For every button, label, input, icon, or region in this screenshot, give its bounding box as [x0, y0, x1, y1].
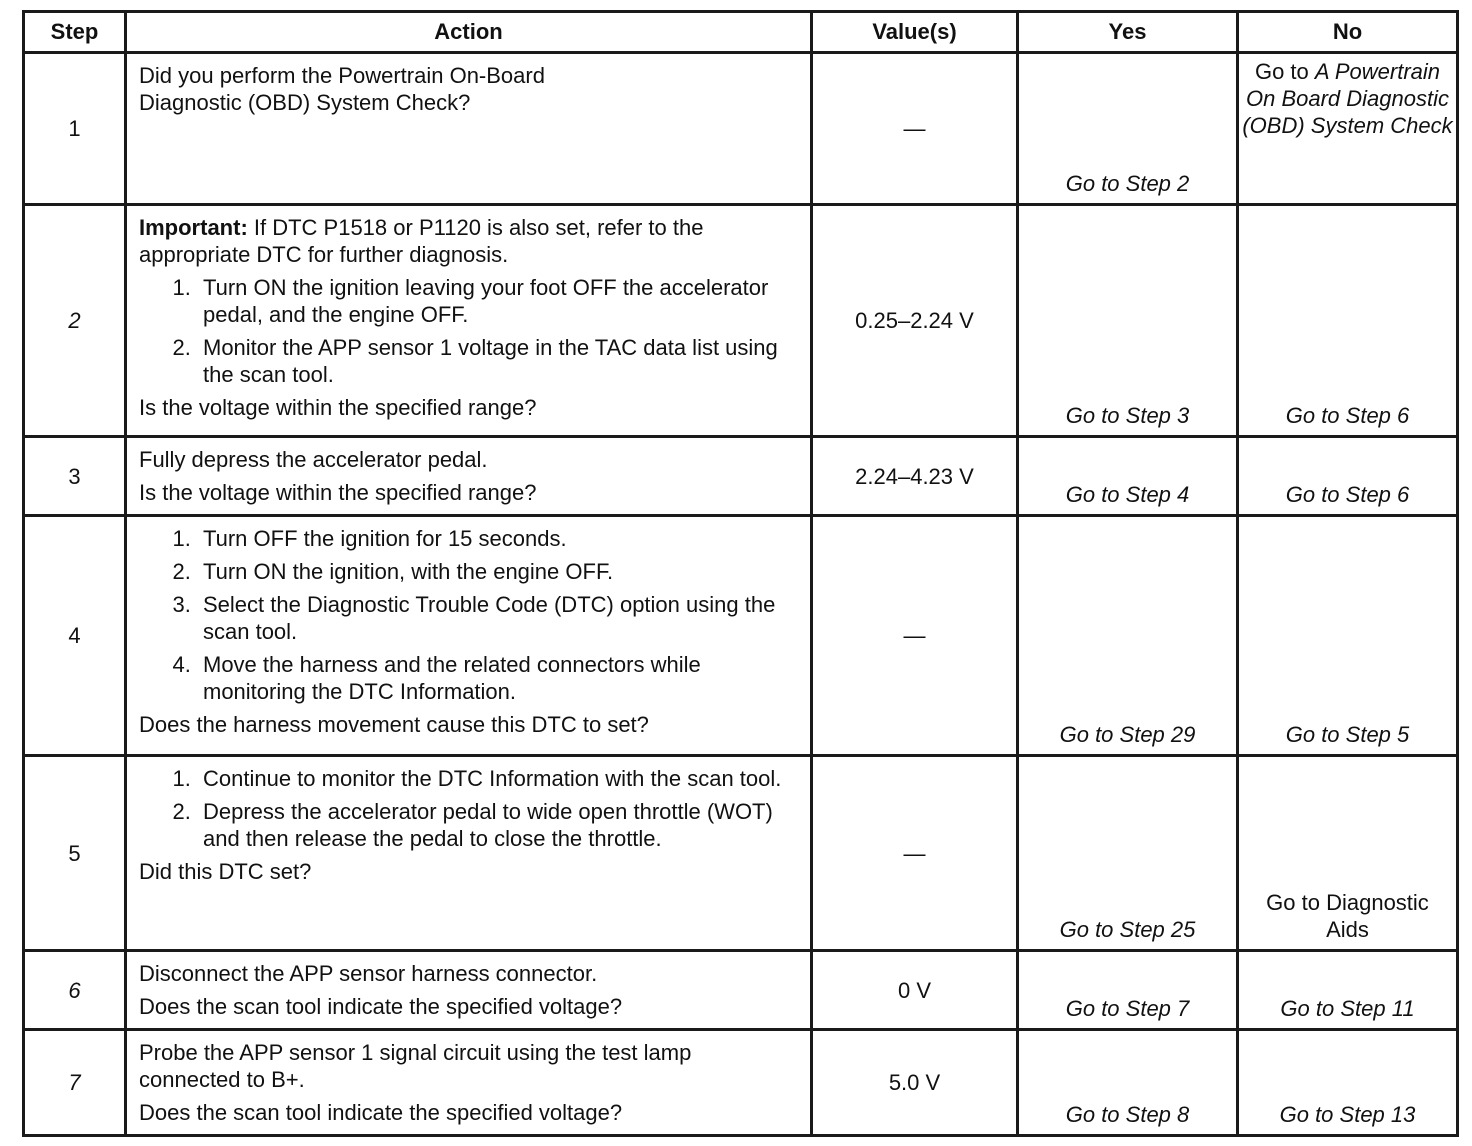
table-row-step-2: [24, 205, 1458, 437]
action-cell: [126, 437, 812, 516]
value-cell: 5.0 V: [812, 1030, 1018, 1136]
header-yes: Yes: [1018, 12, 1238, 53]
header-no: No: [1238, 12, 1458, 53]
step-number: 6: [24, 951, 126, 1030]
yes-cell: [1018, 437, 1238, 516]
important-text: If DTC P1518 or P1120 is also set, refer to the appropriate DTC for further diagnosis.: [139, 215, 704, 267]
yes-link[interactable]: Go to Step 7: [1065, 996, 1190, 1021]
table-row-step-1: [24, 53, 1458, 205]
step-number: 7: [24, 1030, 126, 1136]
table-row-step-4: [24, 516, 1458, 756]
table-row-step-6: [24, 951, 1458, 1030]
action-cell: [126, 205, 812, 437]
diagnostic-table: [22, 10, 1459, 1137]
action-question: Does the scan tool indicate the specified voltage?: [139, 1100, 623, 1125]
table-row-step-7: [24, 1030, 1458, 1136]
yes-cell: [1018, 53, 1238, 205]
yes-link[interactable]: Go to Step 4: [1065, 482, 1190, 507]
no-link[interactable]: Go to Step 5: [1285, 722, 1410, 747]
important-note: [139, 214, 798, 268]
action-cell: [126, 516, 812, 756]
header-step: Step: [24, 12, 126, 53]
no-link[interactable]: A Powertrain On Board Diagnostic (OBD) System Check: [1242, 59, 1453, 138]
action-text: Probe the APP sensor 1 signal circuit using the test lamp connected to B+.: [139, 1040, 692, 1092]
action-text: Did you perform the Powertrain On-Board Diagnostic (OBD) System Check?: [139, 63, 545, 115]
header-values: Value(s): [812, 12, 1018, 53]
action-steps: [139, 274, 798, 388]
important-label: Important:: [139, 215, 248, 240]
list-item: 1. Continue to monitor the DTC Information with the scan tool.: [197, 765, 798, 792]
action-question: Is the voltage within the specified range?: [139, 395, 537, 420]
value-cell: 2.24–4.23 V: [812, 437, 1018, 516]
no-link[interactable]: Go to Diagnostic Aids: [1266, 890, 1429, 942]
action-cell: [126, 53, 812, 205]
header-row: [24, 12, 1458, 53]
no-cell: [1238, 951, 1458, 1030]
list-item: 2. Turn ON the ignition, with the engine OFF.: [197, 558, 798, 585]
value-cell: 0.25–2.24 V: [812, 205, 1018, 437]
yes-cell: [1018, 516, 1238, 756]
no-cell: [1238, 1030, 1458, 1136]
table-row-step-3: [24, 437, 1458, 516]
no-cell: [1238, 205, 1458, 437]
action-text: Fully depress the accelerator pedal.: [139, 447, 488, 472]
step-number: 3: [24, 437, 126, 516]
value-cell: —: [812, 53, 1018, 205]
yes-cell: [1018, 205, 1238, 437]
no-cell: [1238, 53, 1458, 205]
action-question: Does the scan tool indicate the specified voltage?: [139, 994, 623, 1019]
no-cell: [1238, 437, 1458, 516]
yes-cell: [1018, 951, 1238, 1030]
action-question: Is the voltage within the specified range?: [139, 480, 537, 505]
no-link[interactable]: Go to Step 11: [1280, 996, 1415, 1021]
action-steps: [139, 525, 798, 705]
action-question: Does the harness movement cause this DTC to set?: [139, 712, 649, 737]
list-item: 2. Depress the accelerator pedal to wide open throttle (WOT) and then release the pedal to close the throttle.: [197, 798, 798, 852]
no-cell: [1238, 516, 1458, 756]
no-link[interactable]: Go to Step 6: [1285, 482, 1410, 507]
table-row-step-5: [24, 756, 1458, 951]
list-item: 1. Turn OFF the ignition for 15 seconds.: [197, 525, 798, 552]
yes-link[interactable]: Go to Step 8: [1065, 1102, 1190, 1127]
no-prefix: Go to: [1254, 59, 1315, 84]
action-text: Disconnect the APP sensor harness connector.: [139, 961, 598, 986]
yes-link[interactable]: Go to Step 2: [1065, 171, 1190, 196]
action-cell: [126, 951, 812, 1030]
yes-cell: [1018, 756, 1238, 951]
action-cell: [126, 756, 812, 951]
yes-link[interactable]: Go to Step 29: [1059, 722, 1196, 747]
action-question: Did this DTC set?: [139, 859, 312, 884]
list-item: 2. Monitor the APP sensor 1 voltage in the TAC data list using the scan tool.: [197, 334, 798, 388]
yes-cell: [1018, 1030, 1238, 1136]
action-cell: [126, 1030, 812, 1136]
list-item: 1. Turn ON the ignition leaving your foot OFF the accelerator pedal, and the engine OFF.: [197, 274, 798, 328]
list-item: 3. Select the Diagnostic Trouble Code (DTC) option using the scan tool.: [197, 591, 798, 645]
value-cell: —: [812, 756, 1018, 951]
step-number: 2: [24, 205, 126, 437]
yes-link[interactable]: Go to Step 3: [1065, 403, 1190, 428]
header-action: Action: [126, 12, 812, 53]
yes-link[interactable]: Go to Step 25: [1059, 917, 1196, 942]
step-number: 4: [24, 516, 126, 756]
step-number: 1: [24, 53, 126, 205]
no-cell: [1238, 756, 1458, 951]
no-link[interactable]: Go to Step 13: [1279, 1102, 1416, 1127]
action-steps: [139, 765, 798, 852]
step-number: 5: [24, 756, 126, 951]
list-item: 4. Move the harness and the related connectors while monitoring the DTC Information.: [197, 651, 798, 705]
value-cell: —: [812, 516, 1018, 756]
value-cell: 0 V: [812, 951, 1018, 1030]
no-link[interactable]: Go to Step 6: [1285, 403, 1410, 428]
